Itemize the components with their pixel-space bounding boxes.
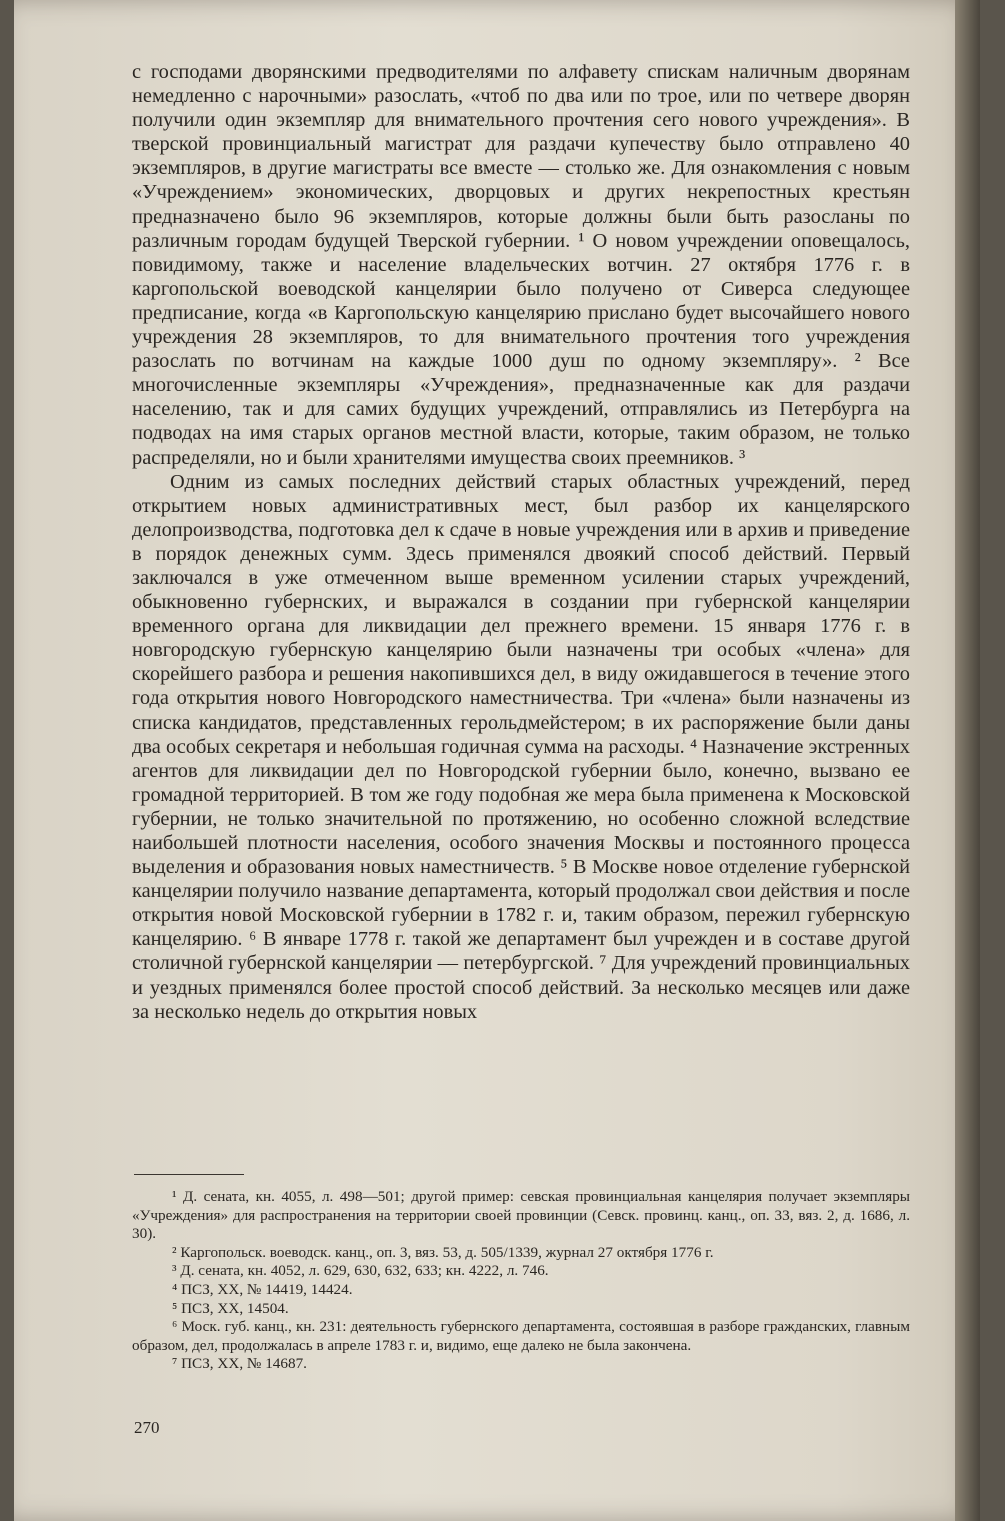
footnote-5: ⁵ ПСЗ, XX, 14504. [172, 1299, 289, 1317]
book-page [14, 0, 980, 1521]
footnote-7: ⁷ ПСЗ, XX, № 14687. [172, 1355, 307, 1373]
footnote-2: ² Каргопольск. воеводск. канц., оп. 3, вяз. 53, д. 505/1339, журнал 27 октября 1776 г. [172, 1243, 714, 1261]
footnote-3: ³ Д. сената, кн. 4052, л. 629, 630, 632, 633; кн. 4222, л. 746. [172, 1262, 549, 1280]
footnotes [132, 1188, 910, 1374]
paragraph-2: Одним из самых последних действий старых областных учреждений, перед открытием новых административных мест, был разбор их канцелярского делопроизводства, подготовка дел к сдаче в новые учреждения или в архив и приведение в порядок денежных сумм. Здесь применялся двоякий способ действий. Первый заключался в уже отмеченном выше временном усилении старых учреждений, обыкновенно губернских, и выражался в создании при губернской канцелярии временного органа для ликвидации дел прежнего времени. 15 января 1776 г. в новгородскую губернскую канцелярию были назначены три особых «члена» для скорейшего разбора и решения накопившихся дел, в виду ожидавшегося в течение этого года открытия нового Новгородского наместничества. Три «члена» были назначены из списка кандидатов, представленных герольдмейстером; в их распоряжение были даны два особых секретаря и небольшая годичная сумма на расходы. ⁴ Назначение экстренных агентов для ликвидации дел по Новгородской губернии было, конечно, вызвано ее громадной территорией. В том же году подобная же мера была применена к Московской губернии, не только значительной по протяжению, но особенно сложной вследствие наибольшей плотности населения, особого значения Москвы и постоянного процесса выделения и образования новых наместничеств. ⁵ В Москве новое отделение губернской канцелярии получило название департамента, который продолжал свои действия и после открытия новой Московской губернии в 1782 г. и, таким образом, пережил губернскую канцелярию. ⁶ В январе 1778 г. такой же департамент был учрежден и в составе другой столичной губернской канцелярии — петербургской. ⁷ Для учреждений провинциальных и уездных применялся более простой способ действий. За несколько месяцев или даже за несколько недель до открытия новых [132, 470, 910, 1023]
paragraph-1: с господами дворянскими предводителями по алфавету спискам наличным дворянам немедленно с нарочными» разослать, «чтоб по два или по трое, или по четвере дворян получили один экземпляр для внимательного прочтения сего нового учреждения». В тверской провинциальный магистрат для раздачи купечеству было отправлено 40 экземпляров, в другие магистраты все вместе — столько же. Для ознакомления с новым «Учреждением» экономических, дворцовых и других некрепостных крестьян предназначено было 96 экземпляров, которые должны были быть разосланы по различным городам будущей Тверской губернии. ¹ О новом учреждении оповещалось, повидимому, также и население владельческих вотчин. 27 октября 1776 г. в каргопольской воеводской канцелярии было получено от Сиверса следующее предписание, когда «в Каргопольскую канцелярию прислано будет высочайшего нового учреждения 28 экземпляров, то для внимательного прочтения того учреждения разослать по вотчинам на каждые 1000 душ по одному экземпляру». ² Все многочисленные экземпляры «Учреждения», предназначенные как для раздачи населению, так и для самих будущих учреждений, отправлялись из Петербурга на подводах на имя старых органов местной власти, которые, таким образом, не только распределяли, но и были хранителями имущества своих преемников. ³ [132, 61, 910, 469]
footnote-4: ⁴ ПСЗ, XX, № 14419, 14424. [172, 1280, 353, 1298]
footnote-6: ⁶ Моск. губ. канц., кн. 231: деятельность губернского департамента, состоявшая в разборе гражданских, главным образом, дел, продолжалась в апреле 1783 г. и, видимо, еще далеко не была закончена. [132, 1318, 910, 1354]
footnote-divider [134, 1174, 244, 1175]
page-number: 270 [134, 1418, 160, 1437]
main-text [132, 60, 910, 1024]
footnote-1: ¹ Д. сената, кн. 4055, л. 498—501; другой пример: севская провинциальная канцелярия получает экземпляры «Учреждения» для распространения на территории своей провинции (Севск. провинц. канц., оп. 33, вяз. 2, д. 1686, л. 30). [132, 1188, 910, 1243]
page-edge [955, 0, 980, 1521]
